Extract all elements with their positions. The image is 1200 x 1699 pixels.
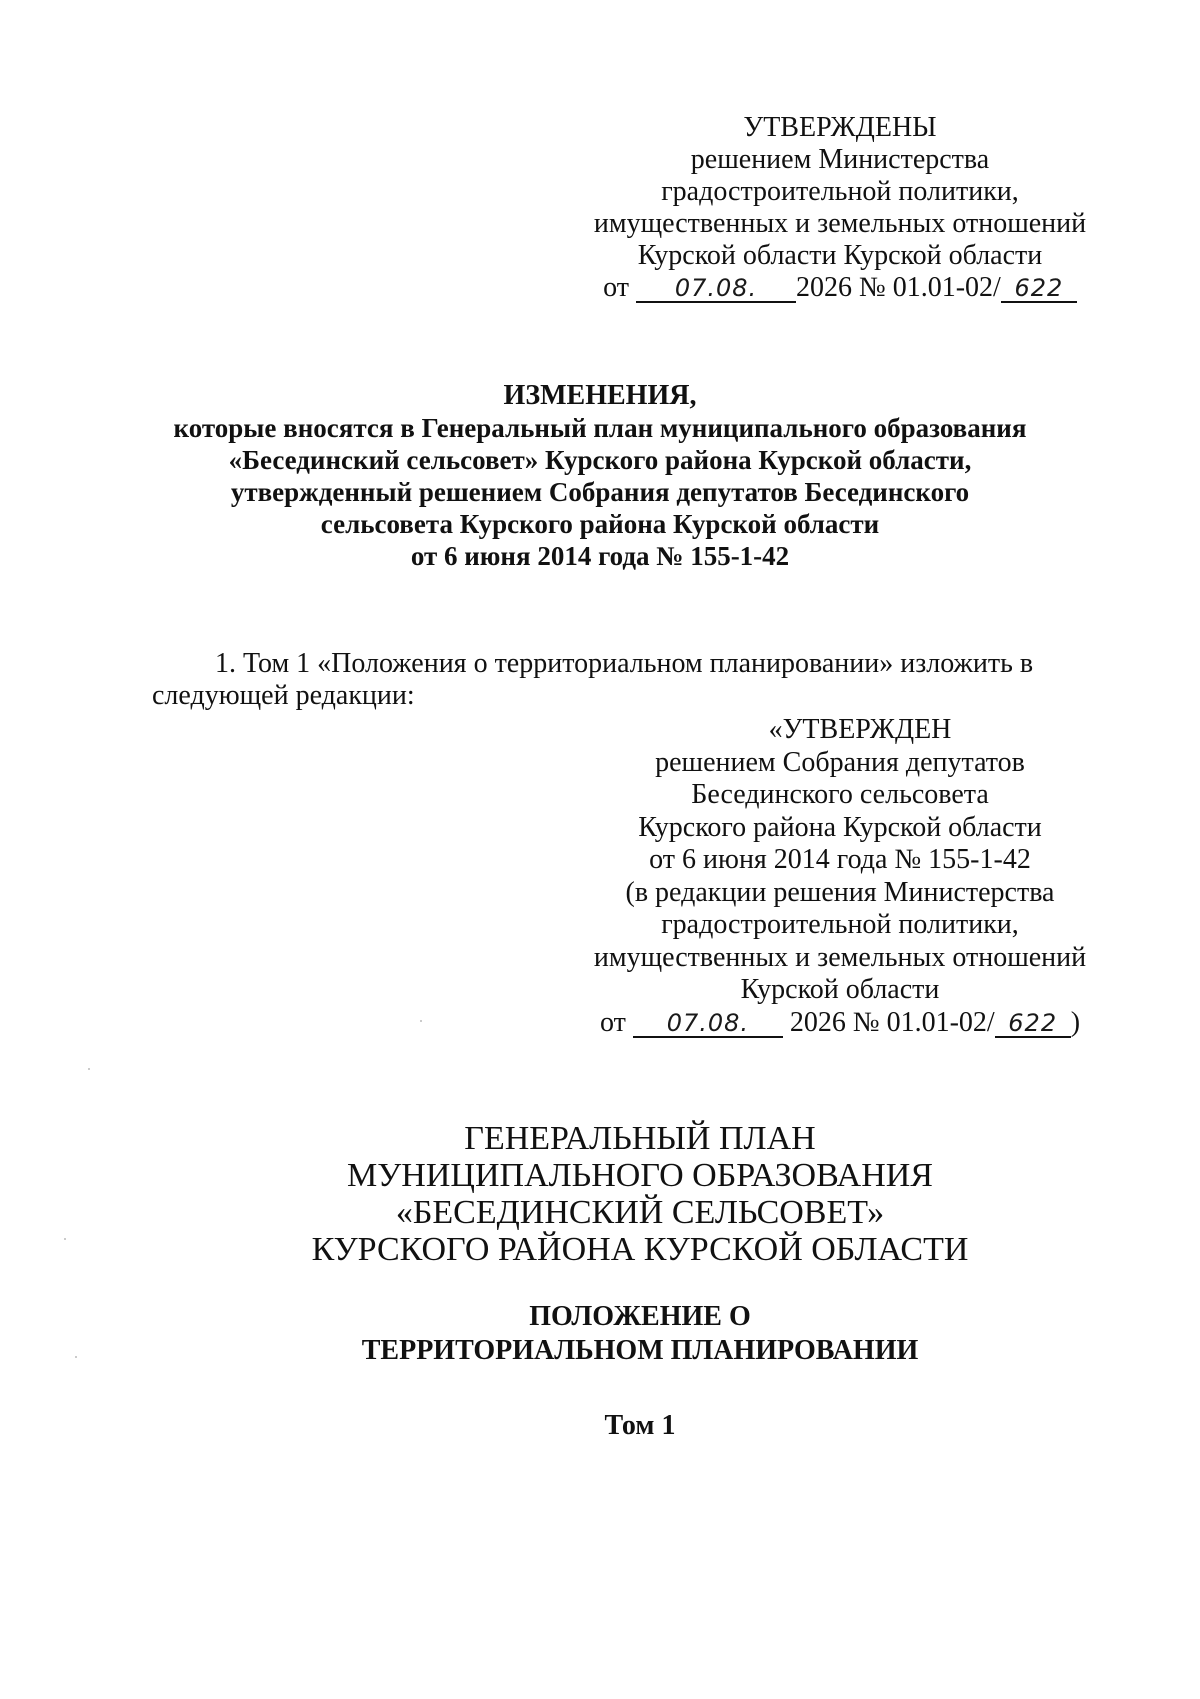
approval-block <box>560 112 1120 304</box>
approval-block-2 <box>560 714 1120 1039</box>
approval2-line: Бесединского сельсовета <box>691 779 989 810</box>
handwritten-date: 07.08. <box>636 275 796 303</box>
changes-subtitle-line: которые вносятся в Генеральный план муниципального образования <box>173 413 1027 443</box>
scan-speck <box>88 1068 90 1070</box>
approval-line: имущественных и земельных отношений <box>593 208 1087 239</box>
approval2-line: от 6 июня 2014 года № 155-1-42 <box>649 844 1031 875</box>
volume-label: Том 1 <box>604 1410 676 1441</box>
regulation-title <box>200 1300 1080 1368</box>
changes-subtitle-line: сельсовета Курского района Курской области <box>320 509 880 539</box>
approval-line: градостроительной политики, <box>661 176 1019 207</box>
general-plan-line: МУНИЦИПАЛЬНОГО ОБРАЗОВАНИЯ <box>347 1157 933 1194</box>
date-number-text: 2026 № 01.01-02/ <box>789 1006 995 1038</box>
approval2-line: имущественных и земельных отношений <box>593 941 1087 973</box>
approval-line: Курской области Курской области <box>637 240 1043 271</box>
approval2-title: «УТВЕРЖДЕН <box>768 714 952 745</box>
approval2-line: решением Собрания депутатов <box>655 746 1025 778</box>
changes-subtitle-line: «Бесединский сельсовет» Курского района Курской области, <box>228 445 972 475</box>
approval2-date-line <box>560 1007 1120 1040</box>
scan-speck <box>420 1020 422 1022</box>
approval-line: решением Министерства <box>690 144 990 175</box>
approval2-line: (в редакции решения Министерства <box>625 876 1055 908</box>
approval2-line: Курской области <box>740 974 940 1005</box>
scan-speck <box>64 1238 66 1240</box>
handwritten-date: 07.08. <box>633 1010 783 1038</box>
changes-title: ИЗМЕНЕНИЯ, <box>503 380 697 411</box>
date-number-text: 2026 № 01.01-02/ <box>796 272 1001 303</box>
regulation-line: ТЕРРИТОРИАЛЬНОМ ПЛАНИРОВАНИИ <box>361 1335 919 1366</box>
approval-date-line <box>560 272 1120 304</box>
date-prefix: от <box>603 272 630 303</box>
general-plan-title <box>200 1120 1080 1268</box>
handwritten-number: 622 <box>995 1010 1071 1038</box>
paragraph-line: следующей редакции: <box>152 680 415 711</box>
handwritten-number: 622 <box>1001 275 1077 303</box>
changes-subtitle-line: утвержденный решением Собрания депутатов Бесединского <box>230 477 970 507</box>
date-prefix: от <box>599 1006 626 1038</box>
approval-title: УТВЕРЖДЕНЫ <box>743 112 937 143</box>
changes-subtitle-line: от 6 июня 2014 года № 155-1-42 <box>410 541 790 571</box>
closing-paren: ) <box>1070 1006 1081 1038</box>
changes-heading <box>80 380 1120 572</box>
general-plan-line: «БЕСЕДИНСКИЙ СЕЛЬСОВЕТ» <box>395 1194 885 1231</box>
regulation-line: ПОЛОЖЕНИЕ О <box>529 1301 751 1332</box>
general-plan-line: КУРСКОГО РАЙОНА КУРСКОЙ ОБЛАСТИ <box>311 1231 969 1268</box>
general-plan-line: ГЕНЕРАЛЬНЫЙ ПЛАН <box>464 1120 816 1157</box>
approval2-line: градостроительной политики, <box>661 909 1019 940</box>
paragraph-line: 1. Том 1 «Положения о территориальном планировании» изложить в <box>215 648 1034 679</box>
approval2-line: Курского района Курской области <box>638 811 1042 843</box>
scan-speck <box>75 1356 77 1358</box>
